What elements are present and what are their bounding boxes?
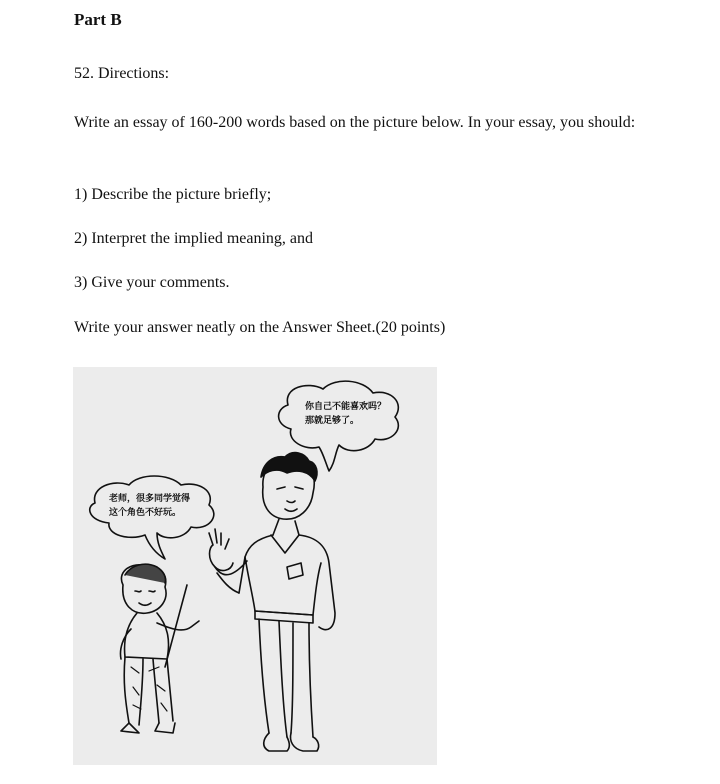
monkey-body — [125, 613, 169, 659]
monkey-bubble-line-2: 这个角色不好玩。 — [109, 508, 182, 518]
closing-instruction: Write your answer neatly on the Answer Sheet.(20 points) — [74, 319, 446, 336]
instruction-item-3: 3) Give your comments. — [74, 274, 230, 291]
instruction-item-2: 2) Interpret the implied meaning, and — [74, 230, 314, 247]
instruction-item-1: 1) Describe the picture briefly; — [74, 186, 272, 203]
section-heading: Part B — [74, 10, 122, 29]
monkey-bubble-line-1: 老师，很多同学觉得 — [109, 494, 191, 504]
man-hand — [209, 529, 233, 570]
instruction-text: Write an essay of 160-200 words based on the picture below. In your essay, you should: — [74, 114, 636, 131]
question-number: 52. Directions: — [74, 65, 170, 82]
cartoon-drawing — [73, 367, 437, 765]
cartoon-picture — [73, 367, 437, 765]
man-bubble-line-2: 那就足够了。 — [305, 416, 360, 426]
man-bubble-line-1: 你自己不能喜欢吗？ — [305, 402, 387, 412]
